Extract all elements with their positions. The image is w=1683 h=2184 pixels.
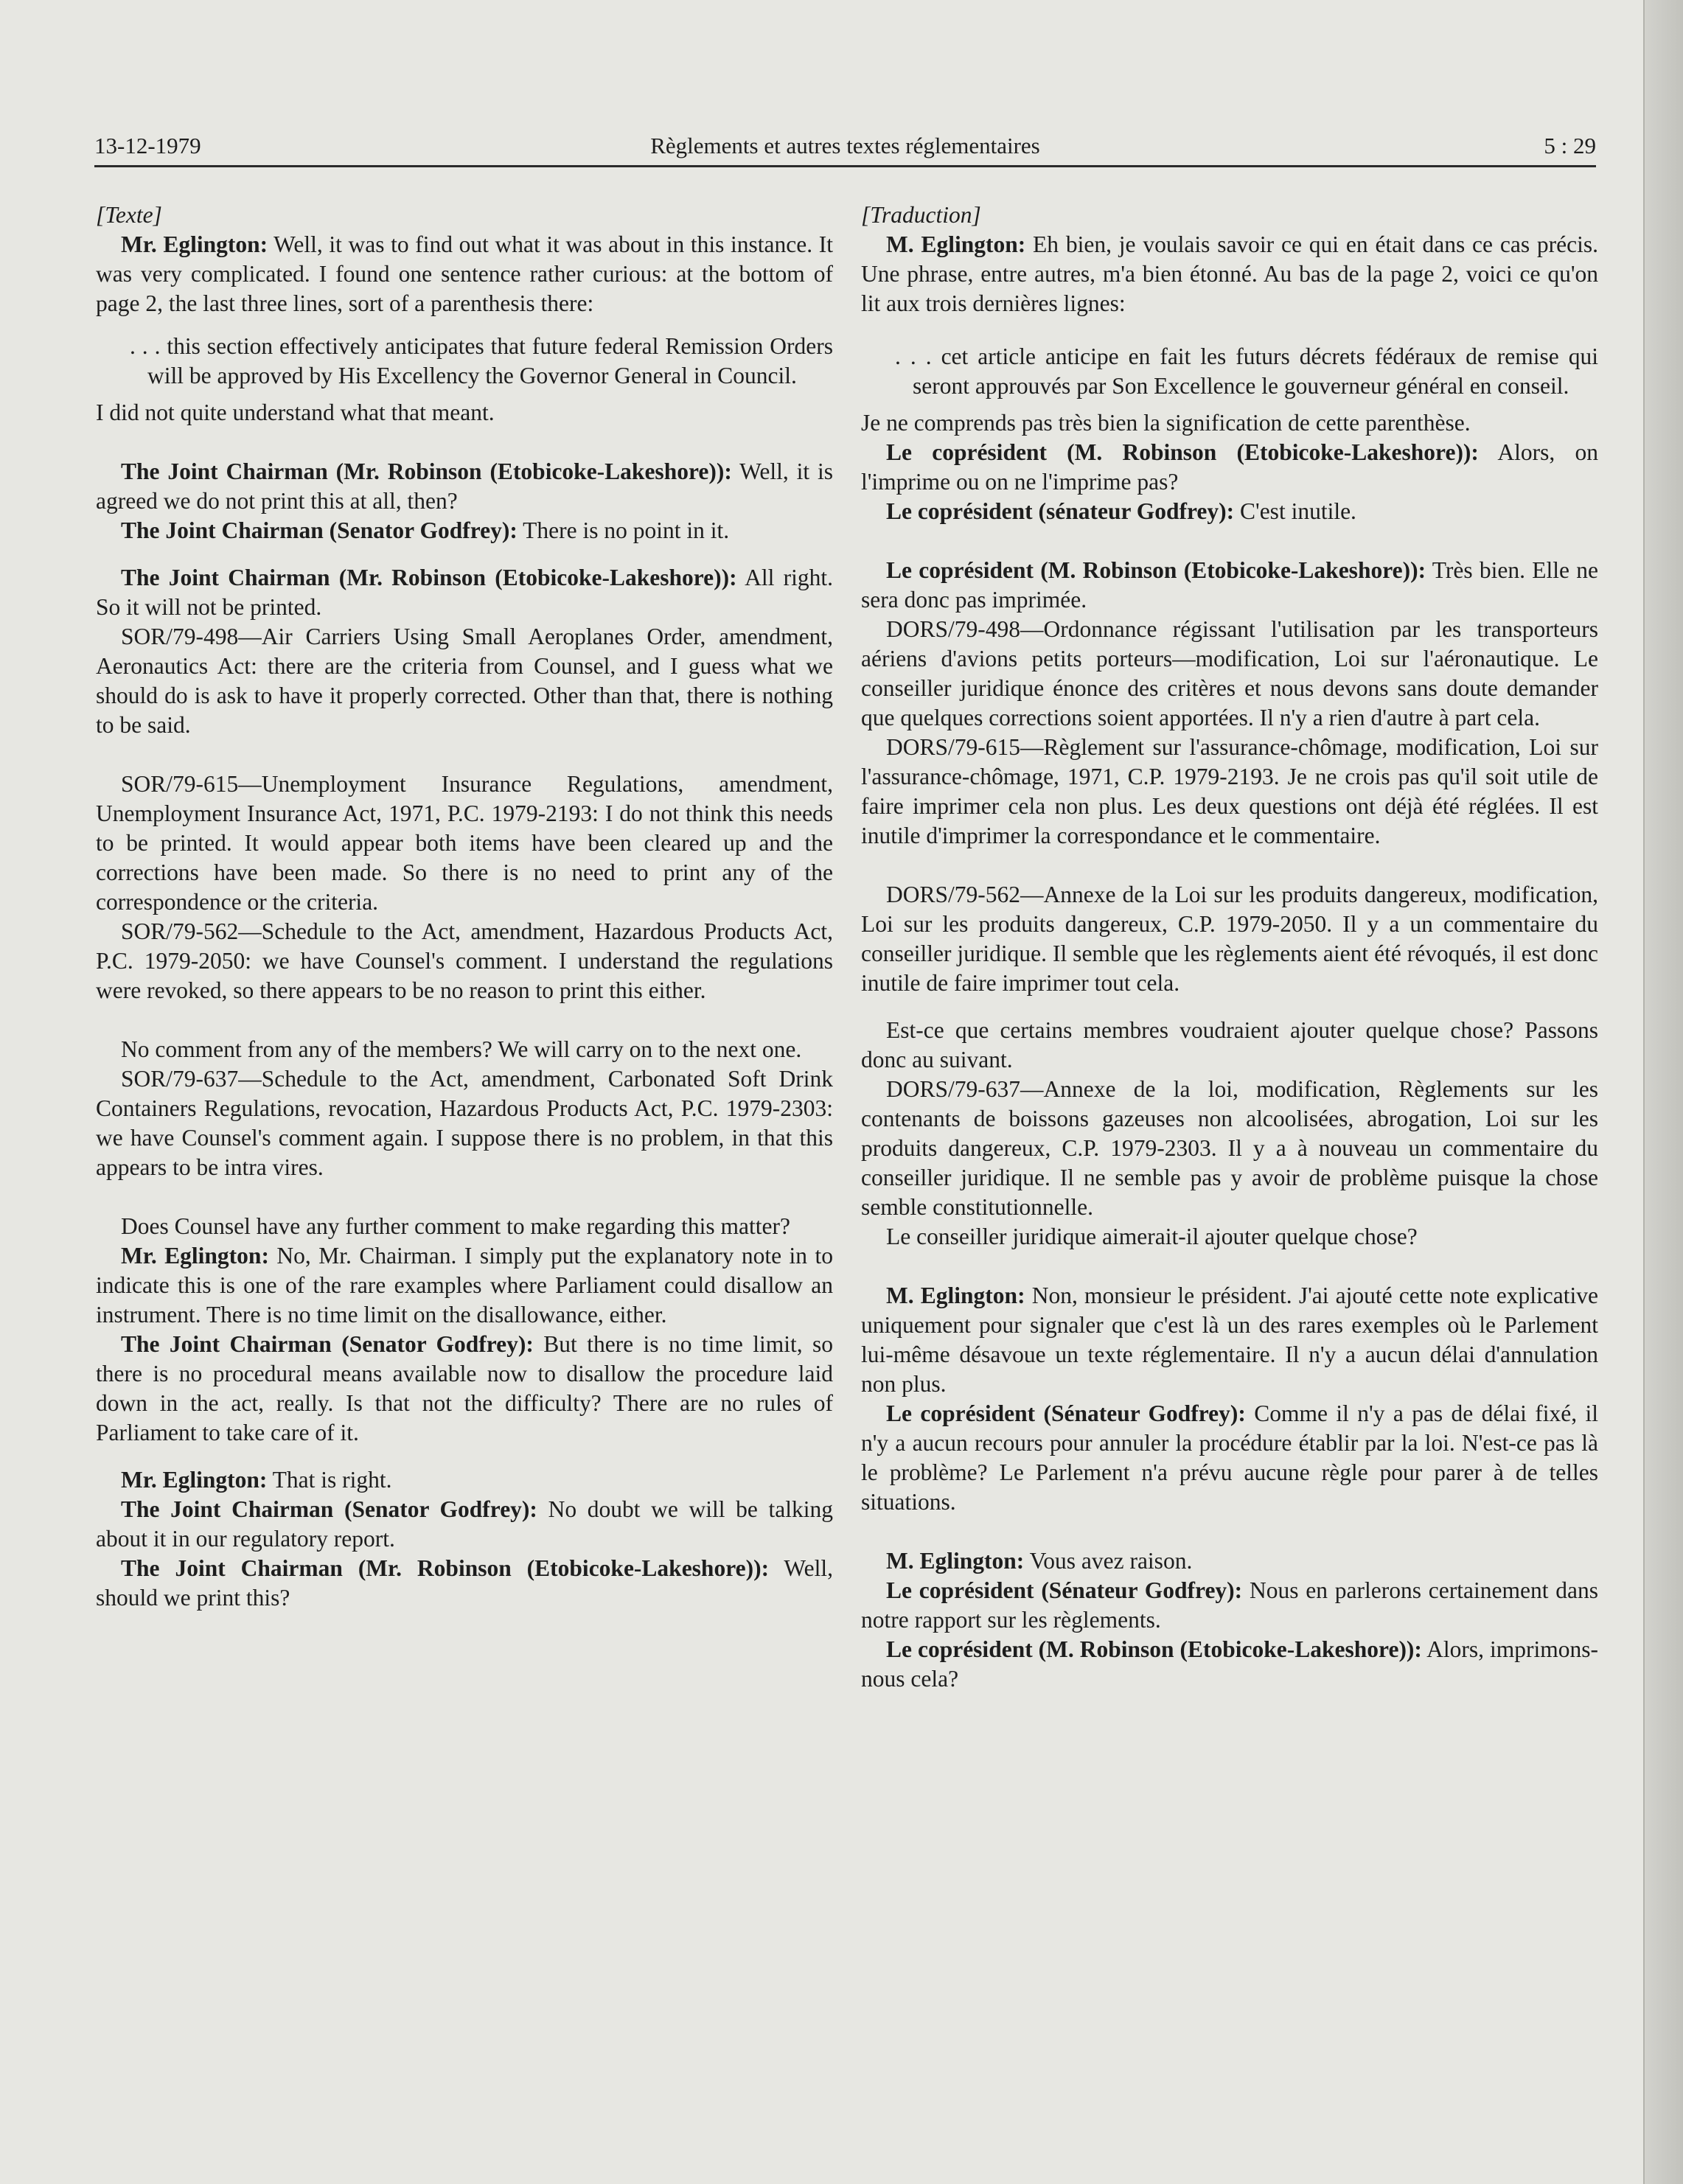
french-column — [861, 200, 1598, 1694]
speaker-name: The Joint Chairman (Senator Godfrey): — [121, 1496, 537, 1522]
paragraph: I did not quite understand what that meant. — [96, 400, 495, 425]
paragraph — [96, 1465, 833, 1495]
block-quote: . . . cet article anticipe en fait les futurs décrets fédéraux de remise qui seront approuvés par Son Excellence le gouverneur général en conseil. — [895, 343, 1598, 399]
speech-text: Non, monsieur le président. J'ai ajouté cette note explicative uniquement pour signaler que c'est là un des rares exemples où le Parlement lui-même désavoue un texte réglementaire. Il n'y a aucun délai d'annulation non plus. — [861, 1283, 1598, 1397]
section-label: [Texte] — [96, 202, 162, 228]
header-page-number: 5 : 29 — [1544, 133, 1596, 158]
paragraph — [861, 497, 1598, 526]
speech-text: But there is no time limit, so there is no procedural means available now to disallow the procedure laid down in the act, really. Is that not the difficulty? There are no rules of Parliament to take care of it. — [96, 1331, 834, 1445]
paragraph — [861, 1281, 1598, 1399]
speech-text: Nous en parlerons certainement dans notre rapport sur les règlements. — [861, 1577, 1598, 1633]
paragraph: DORS/79-637—Annexe de la loi, modification, Règlements sur les contenants de boissons gazeuses non alcoolisées, abrogation, Loi sur les produits dangereux, C.P. 1979-2303. Il y a à nouveau un commentaire du conseiller juridique. Il ne semble pas y avoir de problème puisque la chose semble constitutionnelle. — [861, 1076, 1598, 1220]
paragraph — [96, 1554, 833, 1613]
paragraph — [861, 1576, 1598, 1635]
paragraph: Est-ce que certains membres voudraient ajouter quelque chose? Passons donc au suivant. — [861, 1017, 1598, 1072]
paragraph — [861, 438, 1598, 497]
speech-text: Well, it is agreed we do not print this at all, then? — [96, 458, 833, 514]
paragraph — [861, 1635, 1598, 1694]
paragraph: DORS/79-498—Ordonnance régissant l'utilisation par les transporteurs aériens d'avions petits porteurs—modification, Loi sur l'aéronautique. Le conseiller juridique énonce des critères et nous devons sans doute demander que quelques corrections soient apportées. Il n'y a rien d'autre à part cela. — [861, 616, 1598, 730]
speech-text: All right. So it will not be printed. — [96, 565, 833, 620]
speech-text: C'est inutile. — [1234, 498, 1356, 524]
header-title: Règlements et autres textes réglementaires — [650, 133, 1040, 158]
paragraph — [96, 563, 833, 622]
speaker-name: The Joint Chairman (Mr. Robinson (Etobicoke-Lakeshore)): — [121, 458, 732, 484]
speaker-name: Le coprésident (sénateur Godfrey): — [886, 498, 1235, 524]
speech-text: Eh bien, je voulais savoir ce qui en était dans ce cas précis. Une phrase, entre autres, m'a bien étonné. Au bas de la page 2, voici ce qu'on lit aux trois dernières lignes: — [861, 231, 1598, 316]
paragraph: DORS/79-615—Règlement sur l'assurance-chômage, modification, Loi sur l'assurance-chômage, 1971, C.P. 1979-2193. Je ne crois pas qu'il soit utile de faire imprimer cela non plus. Les deux questions ont déjà été réglées. Il est inutile d'imprimer la correspondance et le commentaire. — [861, 734, 1598, 848]
paragraph: SOR/79-615—Unemployment Insurance Regulations, amendment, Unemployment Insurance Act, 1971, P.C. 1979-2193: I do not think this needs to be printed. It would appear both items have been cleared up and the corrections have been made. So there is no need to print any of the correspondence or the criteria. — [96, 771, 833, 915]
speaker-name: Mr. Eglington: — [121, 1243, 269, 1269]
speaker-name: M. Eglington: — [886, 1548, 1025, 1574]
speech-text: Alors, on l'imprime ou on ne l'imprime pas? — [861, 439, 1599, 495]
paragraph: DORS/79-562—Annexe de la Loi sur les produits dangereux, modification, Loi sur les produits dangereux, C.P. 1979-2050. Il y a un commentaire du conseiller juridique. Il semble que les règlements aient été révoqués, il est donc inutile de faire imprimer tout cela. — [861, 882, 1598, 996]
paragraph — [96, 516, 833, 545]
paragraph — [96, 1330, 833, 1448]
header-date: 13-12-1979 — [94, 133, 201, 158]
paragraph — [861, 1399, 1598, 1517]
speech-text: No, Mr. Chairman. I simply put the explanatory note in to indicate this is one of the rare examples where Parliament could disallow an instrument. There is no time limit on the disallowance, either. — [96, 1243, 833, 1328]
speech-text: That is right. — [267, 1467, 392, 1493]
paragraph — [861, 230, 1598, 318]
paragraph — [96, 457, 833, 516]
paragraph: No comment from any of the members? We will carry on to the next one. — [121, 1036, 802, 1062]
speaker-name: Mr. Eglington: — [121, 231, 268, 257]
speaker-name: Le coprésident (M. Robinson (Etobicoke-Lakeshore)): — [886, 439, 1479, 465]
speaker-name: The Joint Chairman (Senator Godfrey): — [121, 1331, 534, 1357]
english-column — [96, 200, 833, 1613]
speaker-name: Le coprésident (Sénateur Godfrey): — [886, 1400, 1246, 1426]
paragraph — [96, 230, 833, 318]
speaker-name: M. Eglington: — [886, 1283, 1025, 1308]
speaker-name: M. Eglington: — [886, 231, 1026, 257]
speech-text: Alors, imprimons-nous cela? — [861, 1636, 1598, 1692]
paragraph: SOR/79-637—Schedule to the Act, amendment, Carbonated Soft Drink Containers Regulations, revocation, Hazardous Products Act, P.C. 1979-2303: we have Counsel's comment again. I suppose there is no problem, in that this appears to be intra vires. — [96, 1066, 833, 1180]
paragraph — [861, 1546, 1598, 1576]
paragraph: Le conseiller juridique aimerait-il ajouter quelque chose? — [886, 1224, 1418, 1249]
paragraph: SOR/79-498—Air Carriers Using Small Aeroplanes Order, amendment, Aeronautics Act: there are the criteria from Counsel, and I guess what we should do is ask to have it properly corrected. Other than that, there is nothing to be said. — [96, 624, 833, 738]
speaker-name: Mr. Eglington: — [121, 1467, 268, 1493]
block-quote: . . . this section effectively anticipates that future federal Remission Orders will be approved by His Excellency the Governor General in Council. — [130, 333, 833, 388]
paragraph — [861, 556, 1598, 615]
speech-text: Comme il n'y a pas de délai fixé, il n'y a aucun recours pour annuler la procédure établir par la loi. N'est-ce pas là le problème? Le Parlement n'a prévu aucune règle pour parer à de telles situations. — [861, 1400, 1598, 1515]
speech-text: No doubt we will be talking about it in our regulatory report. — [96, 1496, 834, 1552]
paragraph: Je ne comprends pas très bien la signification de cette parenthèse. — [861, 410, 1471, 436]
page-edge — [1643, 0, 1683, 2184]
speech-text: Well, should we print this? — [96, 1555, 833, 1611]
section-label: [Traduction] — [861, 202, 981, 228]
paragraph — [96, 1241, 833, 1330]
speaker-name: Le coprésident (M. Robinson (Etobicoke-Lakeshore)): — [886, 1636, 1422, 1662]
paragraph — [96, 1495, 833, 1554]
speaker-name: The Joint Chairman (Mr. Robinson (Etobicoke-Lakeshore)): — [121, 565, 737, 590]
paragraph: SOR/79-562—Schedule to the Act, amendment, Hazardous Products Act, P.C. 1979-2050: we have Counsel's comment. I understand the regulations were revoked, so there appears to be no reason to print this either. — [96, 918, 833, 1003]
speech-text: Très bien. Elle ne sera donc pas imprimée. — [861, 557, 1598, 613]
speaker-name: Le coprésident (M. Robinson (Etobicoke-Lakeshore)): — [886, 557, 1426, 583]
speaker-name: The Joint Chairman (Senator Godfrey): — [121, 517, 518, 543]
speaker-name: The Joint Chairman (Mr. Robinson (Etobicoke-Lakeshore)): — [121, 1555, 770, 1581]
speech-text: Well, it was to find out what it was about in this instance. It was very complicated. I found one sentence rather curious: at the bottom of page 2, the last three lines, sort of a parenthesis there: — [96, 231, 833, 316]
speech-text: There is no point in it. — [517, 517, 730, 543]
speech-text: Vous avez raison. — [1024, 1548, 1193, 1574]
running-header — [94, 119, 1596, 167]
paragraph: Does Counsel have any further comment to make regarding this matter? — [121, 1213, 790, 1239]
speaker-name: Le coprésident (Sénateur Godfrey): — [886, 1577, 1243, 1603]
